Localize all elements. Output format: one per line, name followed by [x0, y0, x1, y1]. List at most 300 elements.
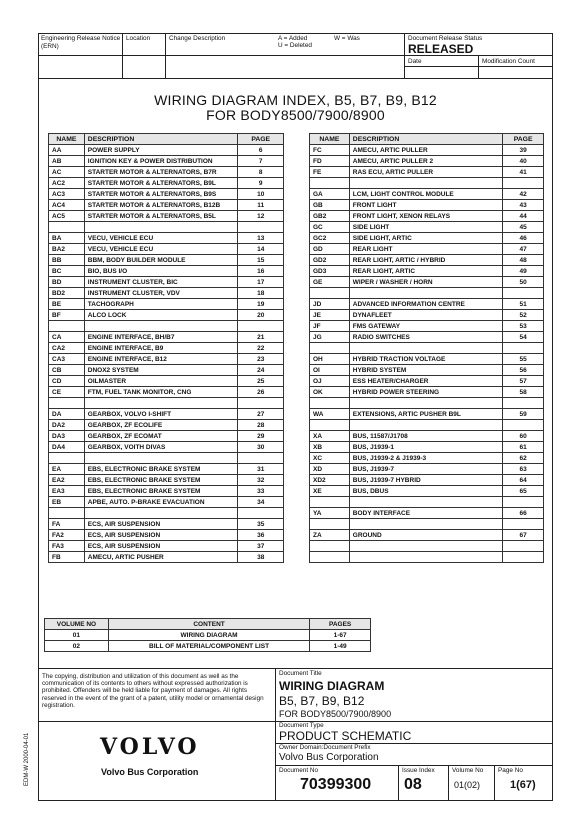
entry-code: [310, 552, 350, 563]
index-row: [49, 167, 284, 178]
entry-page: 63: [503, 464, 544, 475]
entry-description: HYBRID SYSTEM: [349, 365, 502, 376]
col-header-description: DESCRIPTION: [349, 134, 502, 145]
entry-code: FA: [49, 519, 85, 530]
ern-label: Engineering Release Notice (ERN): [41, 35, 121, 50]
entry-code: [310, 178, 350, 189]
entry-description: OILMASTER: [84, 376, 238, 387]
index-row: [310, 409, 544, 420]
entry-code: CA: [49, 332, 85, 343]
entry-page: 12: [238, 211, 284, 222]
entry-description: [84, 321, 238, 332]
entry-code: EB: [49, 497, 85, 508]
entry-description: FRONT LIGHT, XENON RELAYS: [349, 211, 502, 222]
doc-title-3: FOR BODY8500/7900/8900: [279, 709, 392, 719]
index-row: [310, 552, 544, 563]
entry-code: ZA: [310, 530, 350, 541]
entry-page: 31: [238, 464, 284, 475]
entry-description: AMECU, ARTIC PUSHER: [84, 552, 238, 563]
entry-page: 39: [503, 145, 544, 156]
entry-code: FE: [310, 167, 350, 178]
doc-title-1: WIRING DIAGRAM: [279, 679, 385, 693]
index-row: [310, 387, 544, 398]
entry-page: 54: [503, 332, 544, 343]
index-row: [49, 453, 284, 464]
entry-code: [310, 497, 350, 508]
col-header-pages: PAGES: [310, 619, 371, 630]
entry-page: [238, 508, 284, 519]
index-row: [310, 376, 544, 387]
owner: Volvo Bus Corporation: [279, 752, 379, 763]
entry-page: 64: [503, 475, 544, 486]
legend-deleted: U = Deleted: [278, 42, 312, 49]
entry-description: BIO, BUS I/O: [84, 266, 238, 277]
index-row: [310, 442, 544, 453]
entry-code: GB2: [310, 211, 350, 222]
legend-added: A = Added: [278, 35, 308, 42]
entry-page: 57: [503, 376, 544, 387]
entry-code: XD: [310, 464, 350, 475]
index-row: [49, 431, 284, 442]
entry-page: [238, 222, 284, 233]
entry-description: ESS HEATER/CHARGER: [349, 376, 502, 387]
entry-description: REAR LIGHT, ARTIC: [349, 266, 502, 277]
entry-code: AC3: [49, 189, 85, 200]
volume-table: [44, 618, 371, 652]
entry-description: BUS, 11587/J1708: [349, 431, 502, 442]
entry-code: OI: [310, 365, 350, 376]
entry-code: OJ: [310, 376, 350, 387]
index-row: [310, 266, 544, 277]
entry-description: EBS, ELECTRONIC BRAKE SYSTEM: [84, 464, 238, 475]
entry-description: LCM, LIGHT CONTROL MODULE: [349, 189, 502, 200]
entry-page: [503, 343, 544, 354]
entry-description: BUS, J1939-7: [349, 464, 502, 475]
entry-page: [503, 519, 544, 530]
entry-code: AA: [49, 145, 85, 156]
doc-title-label: Document Title: [279, 670, 322, 677]
entry-description: DNOX2 SYSTEM: [84, 365, 238, 376]
index-row: [310, 299, 544, 310]
entry-code: CA2: [49, 343, 85, 354]
entry-code: EA: [49, 464, 85, 475]
index-row: [49, 233, 284, 244]
entry-code: DA2: [49, 420, 85, 431]
form-code: EDM-W 2000-04-01: [24, 732, 30, 786]
entry-description: GROUND: [349, 530, 502, 541]
volume-row: [45, 630, 371, 641]
index-row: [310, 541, 544, 552]
entry-page: 65: [503, 486, 544, 497]
index-row: [49, 420, 284, 431]
entry-description: AMECU, ARTIC PULLER 2: [349, 156, 502, 167]
index-row: [310, 222, 544, 233]
entry-page: 35: [238, 519, 284, 530]
entry-code: AC4: [49, 200, 85, 211]
index-table-left: [48, 133, 284, 563]
index-row: [49, 277, 284, 288]
index-row: [310, 288, 544, 299]
index-row: [49, 409, 284, 420]
entry-code: BD2: [49, 288, 85, 299]
entry-page: 51: [503, 299, 544, 310]
doc-type-label: Document Type: [279, 722, 324, 729]
entry-description: ENGINE INTERFACE, B12: [84, 354, 238, 365]
modification-count-label: Modification Count: [482, 58, 535, 65]
entry-code: GD2: [310, 255, 350, 266]
owner-label: Owner Domain:Document Prefix: [279, 744, 371, 751]
entry-page: 9: [238, 178, 284, 189]
index-row: [49, 376, 284, 387]
index-row: [49, 508, 284, 519]
volume-pages: 1-67: [310, 630, 371, 641]
entry-description: BODY INTERFACE: [349, 508, 502, 519]
index-row: [310, 475, 544, 486]
col-header-name: NAME: [310, 134, 350, 145]
entry-code: BF: [49, 310, 85, 321]
index-row: [310, 156, 544, 167]
index-row: [49, 211, 284, 222]
entry-description: [349, 288, 502, 299]
entry-code: [310, 420, 350, 431]
entry-page: 34: [238, 497, 284, 508]
index-row: [49, 288, 284, 299]
entry-page: 43: [503, 200, 544, 211]
entry-description: IGNITION KEY & POWER DISTRIBUTION: [84, 156, 238, 167]
entry-page: 32: [238, 475, 284, 486]
entry-code: BC: [49, 266, 85, 277]
index-row: [49, 145, 284, 156]
entry-code: GC2: [310, 233, 350, 244]
index-table-right: [309, 133, 544, 563]
entry-description: ALCO LOCK: [84, 310, 238, 321]
entry-description: [84, 453, 238, 464]
entry-page: 21: [238, 332, 284, 343]
entry-code: AC: [49, 167, 85, 178]
entry-description: REAR LIGHT, ARTIC / HYBRID: [349, 255, 502, 266]
entry-description: [349, 178, 502, 189]
entry-code: XC: [310, 453, 350, 464]
entry-page: 67: [503, 530, 544, 541]
entry-code: FC: [310, 145, 350, 156]
index-row: [49, 200, 284, 211]
entry-description: STARTER MOTOR & ALTERNATORS, B9L: [84, 178, 238, 189]
index-row: [49, 299, 284, 310]
entry-code: WA: [310, 409, 350, 420]
entry-code: AB: [49, 156, 85, 167]
issue-index: 08: [404, 776, 422, 793]
entry-description: EXTENSIONS, ARTIC PUSHER B9L: [349, 409, 502, 420]
entry-page: [503, 420, 544, 431]
index-row: [310, 145, 544, 156]
entry-description: [84, 222, 238, 233]
entry-description: [349, 497, 502, 508]
entry-description: GEARBOX, VOLVO I-SHIFT: [84, 409, 238, 420]
entry-page: 11: [238, 200, 284, 211]
entry-page: 30: [238, 442, 284, 453]
entry-code: YA: [310, 508, 350, 519]
index-row: [310, 464, 544, 475]
volume-no: 02: [45, 641, 109, 652]
entry-page: 26: [238, 387, 284, 398]
entry-code: JF: [310, 321, 350, 332]
col-header-volume: VOLUME NO: [45, 619, 109, 630]
index-row: [49, 530, 284, 541]
entry-code: [49, 453, 85, 464]
entry-description: [349, 343, 502, 354]
entry-page: 20: [238, 310, 284, 321]
entry-code: EA3: [49, 486, 85, 497]
entry-page: 53: [503, 321, 544, 332]
index-row: [49, 222, 284, 233]
index-row: [310, 189, 544, 200]
entry-description: [349, 541, 502, 552]
entry-code: CD: [49, 376, 85, 387]
entry-page: 62: [503, 453, 544, 464]
entry-description: STARTER MOTOR & ALTERNATORS, B7R: [84, 167, 238, 178]
entry-code: FA3: [49, 541, 85, 552]
index-row: [310, 200, 544, 211]
entry-description: FRONT LIGHT: [349, 200, 502, 211]
index-row: [310, 519, 544, 530]
col-header-name: NAME: [49, 134, 85, 145]
index-row: [49, 156, 284, 167]
entry-code: XB: [310, 442, 350, 453]
entry-description: RAS ECU, ARTIC PULLER: [349, 167, 502, 178]
col-header-description: DESCRIPTION: [84, 134, 238, 145]
entry-description: ENGINE INTERFACE, B9: [84, 343, 238, 354]
entry-code: GB: [310, 200, 350, 211]
entry-page: 14: [238, 244, 284, 255]
entry-description: ADVANCED INFORMATION CENTRE: [349, 299, 502, 310]
entry-code: JG: [310, 332, 350, 343]
index-row: [310, 255, 544, 266]
entry-description: STARTER MOTOR & ALTERNATORS, B12B: [84, 200, 238, 211]
index-row: [49, 519, 284, 530]
volume-no: 01(02): [454, 780, 481, 790]
entry-code: [49, 508, 85, 519]
entry-page: 56: [503, 365, 544, 376]
entry-page: 22: [238, 343, 284, 354]
entry-page: 44: [503, 211, 544, 222]
entry-description: BUS, J1939-7 HYBRID: [349, 475, 502, 486]
entry-code: OK: [310, 387, 350, 398]
entry-description: AMECU, ARTIC PULLER: [349, 145, 502, 156]
entry-code: GD: [310, 244, 350, 255]
entry-code: [310, 398, 350, 409]
volume-pages: 1-49: [310, 641, 371, 652]
entry-description: VECU, VEHICLE ECU: [84, 233, 238, 244]
index-row: [49, 310, 284, 321]
entry-page: 27: [238, 409, 284, 420]
index-row: [310, 453, 544, 464]
col-header-content: CONTENT: [108, 619, 309, 630]
doc-no-label: Document No: [279, 767, 319, 774]
entry-code: FB: [49, 552, 85, 563]
entry-description: BUS, DBUS: [349, 486, 502, 497]
entry-page: 60: [503, 431, 544, 442]
entry-page: [503, 497, 544, 508]
entry-description: SIDE LIGHT, ARTIC: [349, 233, 502, 244]
entry-description: VECU, VEHICLE ECU: [84, 244, 238, 255]
entry-description: FMS GATEWAY: [349, 321, 502, 332]
entry-code: [310, 343, 350, 354]
entry-description: GEARBOX, ZF ECOMAT: [84, 431, 238, 442]
col-header-page: PAGE: [503, 134, 544, 145]
entry-code: BA2: [49, 244, 85, 255]
entry-page: [503, 541, 544, 552]
copyright-notice: The copying, distribution and utilization of this document as well as the communication of its contents to others without expressed authorization is prohibited. Offenders will be held liable for payment of damages. All rights reserved in the event of the grant of a patent, utility model or ornamental design registration.: [42, 673, 264, 709]
entry-description: EBS, ELECTRONIC BRAKE SYSTEM: [84, 475, 238, 486]
entry-page: 48: [503, 255, 544, 266]
entry-description: SIDE LIGHT: [349, 222, 502, 233]
entry-page: [503, 552, 544, 563]
entry-code: DA4: [49, 442, 85, 453]
index-row: [310, 343, 544, 354]
entry-page: 24: [238, 365, 284, 376]
entry-description: TACHOGRAPH: [84, 299, 238, 310]
entry-code: GD3: [310, 266, 350, 277]
entry-code: JE: [310, 310, 350, 321]
index-row: [310, 420, 544, 431]
entry-page: 49: [503, 266, 544, 277]
entry-page: 47: [503, 244, 544, 255]
volvo-logo: VOLVO: [100, 734, 200, 760]
index-row: [310, 431, 544, 442]
release-status-label: Document Release Status: [408, 35, 483, 42]
entry-description: WIPER / WASHER / HORN: [349, 277, 502, 288]
entry-description: [84, 398, 238, 409]
entry-page: 16: [238, 266, 284, 277]
index-row: [49, 321, 284, 332]
entry-page: 50: [503, 277, 544, 288]
index-row: [49, 486, 284, 497]
entry-description: DYNAFLEET: [349, 310, 502, 321]
entry-page: [503, 178, 544, 189]
entry-description: BBM, BODY BUILDER MODULE: [84, 255, 238, 266]
index-row: [310, 354, 544, 365]
entry-page: 52: [503, 310, 544, 321]
entry-description: EBS, ELECTRONIC BRAKE SYSTEM: [84, 486, 238, 497]
entry-code: DA3: [49, 431, 85, 442]
entry-page: 29: [238, 431, 284, 442]
entry-page: 25: [238, 376, 284, 387]
entry-description: INSTRUMENT CLUSTER, VDV: [84, 288, 238, 299]
entry-page: [503, 288, 544, 299]
index-row: [49, 244, 284, 255]
index-row: [49, 343, 284, 354]
entry-page: 6: [238, 145, 284, 156]
doc-no: 70399300: [300, 776, 372, 793]
entry-page: 55: [503, 354, 544, 365]
entry-code: AC2: [49, 178, 85, 189]
entry-code: XE: [310, 486, 350, 497]
entry-description: ECS, AIR SUSPENSION: [84, 541, 238, 552]
entry-page: 7: [238, 156, 284, 167]
release-status: RELEASED: [408, 42, 474, 56]
entry-page: 42: [503, 189, 544, 200]
entry-page: 33: [238, 486, 284, 497]
index-row: [310, 321, 544, 332]
entry-page: [503, 398, 544, 409]
entry-description: [84, 508, 238, 519]
index-row: [310, 178, 544, 189]
entry-code: BD: [49, 277, 85, 288]
page-title: WIRING DIAGRAM INDEX, B5, B7, B9, B12: [154, 92, 437, 108]
index-row: [49, 189, 284, 200]
entry-code: XA: [310, 431, 350, 442]
entry-page: 15: [238, 255, 284, 266]
volume-content: WIRING DIAGRAM: [108, 630, 309, 641]
index-row: [310, 497, 544, 508]
entry-page: 8: [238, 167, 284, 178]
entry-code: EA2: [49, 475, 85, 486]
entry-code: [310, 541, 350, 552]
entry-description: FTM, FUEL TANK MONITOR, CNG: [84, 387, 238, 398]
entry-page: 41: [503, 167, 544, 178]
entry-description: BUS, J1939-2 & J1939-3: [349, 453, 502, 464]
index-row: [49, 387, 284, 398]
index-row: [310, 398, 544, 409]
doc-type: PRODUCT SCHEMATIC: [279, 729, 412, 743]
entry-description: GEARBOX, VOITH DIVAS: [84, 442, 238, 453]
date-label: Date: [408, 58, 422, 65]
entry-description: [349, 398, 502, 409]
index-row: [310, 310, 544, 321]
entry-description: [349, 420, 502, 431]
entry-code: [310, 519, 350, 530]
entry-code: BA: [49, 233, 85, 244]
index-row: [49, 255, 284, 266]
entry-code: XD2: [310, 475, 350, 486]
entry-description: ECS, AIR SUSPENSION: [84, 519, 238, 530]
entry-page: [238, 453, 284, 464]
index-row: [310, 167, 544, 178]
index-row: [49, 464, 284, 475]
index-row: [49, 475, 284, 486]
entry-page: 59: [503, 409, 544, 420]
index-row: [49, 552, 284, 563]
page-no: 1(67): [510, 779, 536, 791]
entry-description: STARTER MOTOR & ALTERNATORS, B9S: [84, 189, 238, 200]
entry-description: INSTRUMENT CLUSTER, BIC: [84, 277, 238, 288]
entry-description: [349, 519, 502, 530]
index-row: [310, 211, 544, 222]
entry-code: DA: [49, 409, 85, 420]
index-row: [310, 244, 544, 255]
entry-description: ECS, AIR SUSPENSION: [84, 530, 238, 541]
doc-title-2: B5, B7, B9, B12: [279, 694, 365, 708]
volume-label: Volume No: [452, 767, 484, 774]
entry-description: STARTER MOTOR & ALTERNATORS, B5L: [84, 211, 238, 222]
company-name: Volvo Bus Corporation: [101, 767, 199, 777]
index-row: [49, 266, 284, 277]
entry-code: BE: [49, 299, 85, 310]
entry-page: 13: [238, 233, 284, 244]
entry-page: 58: [503, 387, 544, 398]
entry-page: [238, 321, 284, 332]
entry-page: 36: [238, 530, 284, 541]
entry-page: 19: [238, 299, 284, 310]
index-row: [49, 497, 284, 508]
entry-code: BB: [49, 255, 85, 266]
col-header-page: PAGE: [238, 134, 284, 145]
entry-page: 10: [238, 189, 284, 200]
index-row: [310, 530, 544, 541]
entry-code: [49, 321, 85, 332]
page-label: Page No: [498, 767, 523, 774]
change-description-label: Change Description: [169, 35, 226, 42]
